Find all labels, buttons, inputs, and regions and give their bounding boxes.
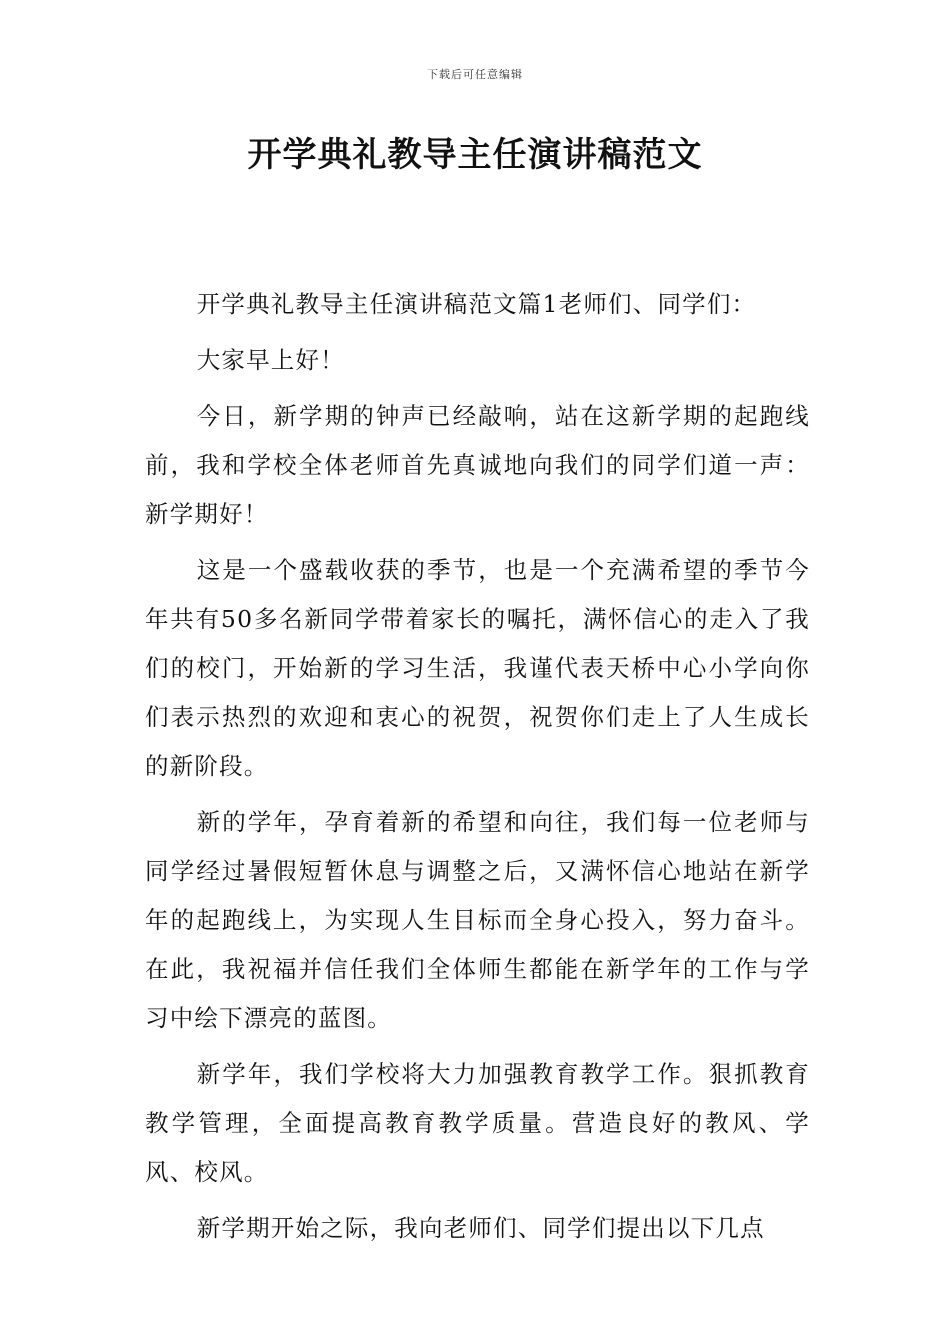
paragraph-requirements: 新学期开始之际，我向老师们、同学们提出以下几点 (196, 1214, 765, 1242)
paragraph-greeting: 大家早上好！ (196, 346, 345, 374)
document-body (145, 280, 810, 1260)
paragraph-salutation: 开学典礼教导主任演讲稿范文篇1老师们、同学们： (196, 290, 757, 318)
paragraph-school-plan: 新学年，我们学校将大力加强教育教学工作。狠抓教育教学管理，全面提高教育教学质量。营造良好的教风、学风、校风。 (145, 1060, 810, 1186)
header-note: 下载后可任意编辑 (427, 68, 523, 81)
page-title: 开学典礼教导主任演讲稿范文 (247, 135, 703, 175)
paragraph-welcome: 这是一个盛载收获的季节，也是一个充满希望的季节今年共有50多名新同学带着家长的嘱托，满怀信心的走入了我们的校门，开始新的学习生活，我谨代表天桥中心小学向你们表示热烈的欢迎和衷心的祝贺，祝贺你们走上了人生成长的新阶段。 (145, 556, 810, 780)
paragraph-opening: 今日，新学期的钟声已经敲响，站在这新学期的起跑线前，我和学校全体老师首先真诚地向我们的同学们道一声：新学期好！ (145, 402, 810, 528)
paragraph-new-year: 新的学年，孕育着新的希望和向往，我们每一位老师与同学经过暑假短暂休息与调整之后，又满怀信心地站在新学年的起跑线上，为实现人生目标而全身心投入，努力奋斗。在此，我祝福并信任我们全体师生都能在新学年的工作与学习中绘下漂亮的蓝图。 (145, 808, 810, 1032)
